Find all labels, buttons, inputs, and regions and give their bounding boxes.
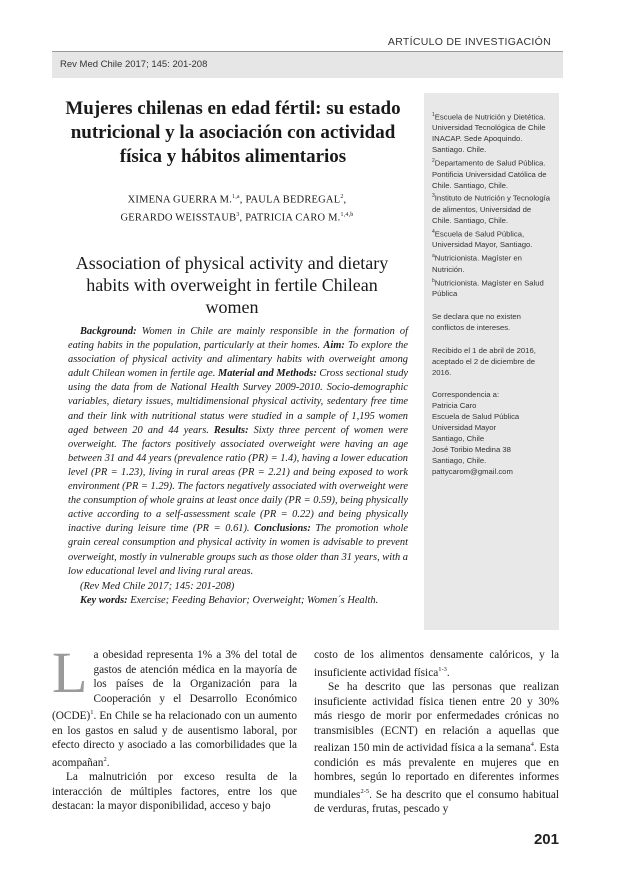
sidebar [424, 93, 559, 630]
author-name: PAULA BEDREGAL [245, 194, 341, 206]
correspondence-email[interactable]: pattycarom@gmail.com [432, 466, 513, 476]
journal-citation: Rev Med Chile 2017; 145: 201-208 [60, 59, 208, 70]
article-title: Mujeres chilenas en edad fértil: su estado nutricional y la asociación con actividad física y hábitos alimentarios [65, 98, 401, 167]
conflicts-statement: Se declara que no existen conflictos de intereses. [432, 311, 521, 332]
abstract-body: Background: Women in Chile are mainly responsible in the formation of eating habits in the population, particularly at their homes. Aim: To explore the association of physical activity and alimentary habits with overweight among adult Chilean women in fertile age. Material and Methods: Cross sectional study using the data from de National Health Survey 2009-2010. Socio-demographic variables, dietary issues, multidimensional physical activity, sedentary free time and their link with nutritional status were studied in a sample of 1,195 women aged between 20 and 44 years. Results: Sixty three percent of women were overweight. The factors positively associated overweight were having an age between 31 and 44 years (prevalence ratio (PR) = 1.4), having a lower education level (PR = 1.23), living in rural areas (PR = 2.21) and being exposed to work environment (PR = 1.29). The factors negatively associated with overweight were the consumption of whole grains at least once daily (PR = 0.59), being physically active according to a self-assessment scale (PR = 0.22) and being physically inactive during leisure time (PR = 0.61). Conclusions: The promotion whole grain cereal consumption and physical activity in women is advisable to prevent overweight, mostly in vulnerable groups such as those older than 31 years, with a low educational level and living rural areas. [68, 326, 408, 577]
author-list: XIMENA GUERRA M.$^{1,a}$, PAULA BEDREGAL$^2$, GERARDO WEISSTAUB$^3$, PATRICIA CARO M.$^{1,4,b}$ [120, 194, 354, 223]
received-dates: Recibido el 1 de abril de 2016, aceptado el 2 de diciembre de 2016. [432, 345, 536, 377]
body-paragraph: Se ha descrito que las personas que realizan insuficiente actividad física tienen entre 20 y 30% más riesgo de morir por enfermedades crónicas no transmisibles (ECNT) en relación a aquellas que realizan 150 min de actividad física a la semana$^4$. Esta condición es más prevalente en mujeres que en hombres, según lo reportado en diferentes informes mundiales$^{2-5}$. Se ha descrito que el consumo habitual de verduras, frutas, pescado y [314, 680, 559, 816]
author-marks: 1,a [232, 194, 240, 200]
author-name: GERARDO WEISSTAUB [120, 212, 237, 223]
abstract-citation: (Rev Med Chile 2017; 145: 201-208) [80, 580, 235, 592]
author-marks: 1,4,b [340, 211, 354, 218]
body-column-right [314, 648, 559, 817]
correspondence: Correspondencia a: Patricia Caro Escuela de Salud Pública Universidad Mayor Santiago, Chile José Toribio Medina 38 Santiago, Chile. pattycarom@gmail.com [432, 390, 551, 477]
keywords: Key words: Exercise; Feeding Behavior; Overweight; Women´s Health. [80, 594, 379, 606]
journal-header-bar [52, 51, 563, 78]
body-paragraph: costo de los alimentos densamente calóricos, y la insuficiente actividad física$^{1-3}$. [314, 649, 559, 679]
author-marks: 3 [236, 211, 240, 218]
body-column-left [52, 640, 297, 814]
page-number: 201 [533, 831, 559, 848]
drop-cap: L [52, 640, 88, 705]
body-paragraph: La malnutrición por exceso resulta de la interacción de múltiples factores, entre los que destacan: la mayor disponibilidad, acceso y bajo [52, 771, 297, 813]
section-label: ARTÍCULO DE INVESTIGACIÓN [387, 36, 551, 48]
author-name: XIMENA GUERRA M. [127, 194, 233, 206]
abstract [68, 325, 408, 608]
body-paragraph: La obesidad representa 1% a 3% del total de gastos de atención médica en la mayoría de los países de la Organización para la Cooperación y el Desarrollo Económico (OCDE)$^1$. En Chile se ha relacionado con un aumento en los gastos en salud y de ausentismo laboral, por efecto directo y asociado a las comorbilidades que la acompañan$^2$. [52, 640, 297, 769]
author-name: PATRICIA CARO M. [245, 212, 341, 223]
english-title: Association of physical activity and dietary habits with overweight in fertile Chilean women [75, 253, 389, 317]
affiliations: $^1$Escuela de Nutrición y Dietética. Universidad Tecnológica de Chile INACAP. Sede Apoquindo. Santiago. Chile. $^2$Departamento de Salud Pública. Pontificia Universidad Católica de Chile. Santiago, Chile. $^3$Instituto de Nutrición y Tecnología de alimentos, Universidad de Chile. Santiago, Chile. $^4$Escuela de Salud Pública, Universidad Mayor, Santiago. $^a$Nutricionista. Magíster en Nutrición. $^b$Nutricionista. Magíster en Salud Pública [432, 112, 551, 298]
author-marks: 2 [340, 194, 344, 200]
